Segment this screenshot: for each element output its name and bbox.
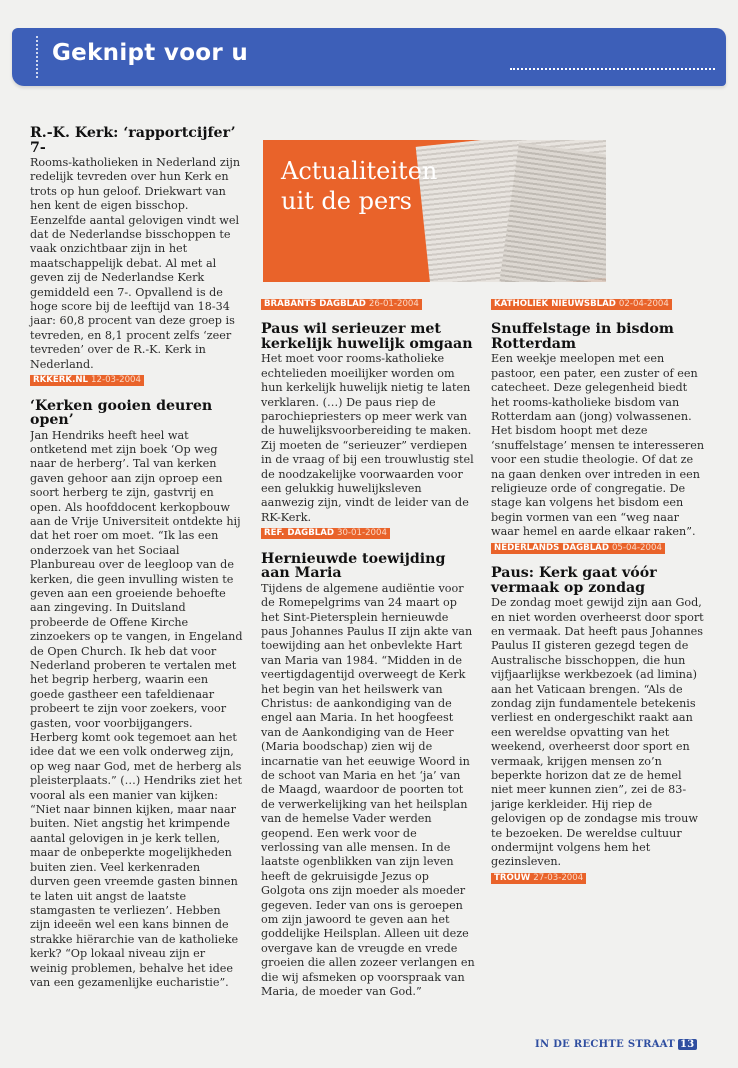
source-label — [261, 299, 422, 310]
column-1 — [30, 126, 243, 990]
page-footer — [535, 1039, 697, 1050]
article-title: R.-K. Kerk: ‘rapportcijfer’ 7- — [30, 125, 236, 156]
source-date: 05-04-2004 — [611, 542, 662, 553]
banner-dotted-rule — [510, 68, 715, 70]
article-zondag — [491, 566, 705, 884]
magazine-name: IN DE RECHTE STRAAT — [535, 1039, 676, 1050]
source-date: 30-01-2004 — [337, 528, 387, 539]
article-toewijding-maria — [261, 552, 476, 999]
source-label — [261, 528, 390, 539]
article-title: Snuffelstage in bisdom Rotterdam — [491, 321, 674, 352]
article-title: ‘Kerken gooien deuren open’ — [30, 397, 213, 428]
article-body: Het moet voor rooms-katholieke echtelieden moeilijker worden om hun kerkelijk huwelijk nietig te laten verklaren. (…) De paus riep de parochiepriesters op meer werk van de huwelijksvoorbereiding te maken. Zij moeten de “serieuzer” verdiepen in de vraag of bij een trouwlustig stel de noodzakelijke voorwaarden voor een gelukkig huwelijksleven aanwezig zijn, vindt de leider van de RK-Kerk. — [261, 352, 474, 524]
source-name: NEDERLANDS DAGBLAD — [494, 542, 609, 553]
source-name: BRABANTS DAGBLAD — [264, 299, 366, 309]
source-name: REF. DAGBLAD — [264, 528, 334, 539]
feature-title-line-2: uit de pers — [281, 187, 412, 215]
feature-title-line-1: Actualiteiten — [281, 157, 438, 185]
source-label — [491, 299, 672, 310]
article-body: Rooms-katholieken in Nederland zijn redelijk tevreden over hun Kerk en trots op hun geloof. Driekwart van hen kent de eigen bisschop. Eenzelfde aantal gelovigen vindt wel dat de Nederlandse bisschoppen te vaak onzichtbaar zijn in het maatschappelijk debat. Al met al geven zij de Nederlandse Kerk gemiddeld een 7-. Opvallend is de hoge score bij de leeftijd van 18-34 jaar: 60,8 procent van deze groep is tevreden, en 8,1 procent zelfs ‘zeer tevreden’ over de R.-K. Kerk in Nederland. — [30, 156, 241, 371]
source-name: RKKERK.NL — [33, 375, 89, 386]
source-label — [491, 873, 586, 884]
source-date: 12-03-2004 — [91, 375, 141, 386]
article-kerken-deuren-open — [30, 399, 243, 991]
article-body: De zondag moet gewijd zijn aan God, en niet worden overheerst door sport en vermaak. Dat heeft paus Johannes Paulus II gisteren gezegd tegen de Australische bisschoppen, die hun vijfjaarlijkse werkbezoek (ad limina) aan het Vaticaan brengen. “Als de zondag zijn fundamentele betekenis verliest en ondergeschikt raakt aan een wereldse opvatting van het weekend, overheerst door sport en vermaak, krijgen mensen zo’n beperkte horizon dat ze de hemel niet meer kunnen zien”, zei de 83-jarige kerkleider. Hij riep de gelovigen op de zondagse mis trouw te bezoeken. De wereldse cultuur ondermijnt volgens hem het gezinsleven. — [491, 596, 704, 869]
source-name: TROUW — [494, 872, 531, 883]
section-banner — [12, 28, 726, 86]
feature-image — [263, 140, 606, 282]
article-huwelijk — [261, 322, 476, 539]
article-title: Hernieuwde toewijding aan Maria — [261, 550, 446, 582]
source-label — [491, 543, 665, 554]
article-title: Paus: Kerk gaat vóór vermaak op zondag — [491, 565, 657, 596]
article-body: Jan Hendriks heeft heel wat ontketend met zijn boek ‘Op weg naar de herberg’. Tal van kerken gaven gehoor aan zijn oproep een soort herberg te zijn, gastvrij en open. Als hoofddocent kerkopbouw aan de Vrije Universiteit ontdekte hij dat het roer om moet. “Ik las een onderzoek van het Sociaal Planbureau over de leegloop van de kerken, die geen invulling wisten te geven aan een groeiende behoefte aan zingeving. In Duitsland probeerde de Offene Kirche zinzoekers op te vangen, in Engeland de Open Church. Ik heb dat voor Nederland proberen te vertalen met het begrip herberg, waarin een goede gastheer een tafeldienaar probeert te zijn voor zoekers, voor gasten, voor voorbijgangers. Herberg komt ook tegemoet aan het idee dat we een volk onderweg zijn, op weg naar God, met de herberg als pleisterplaats.” (…) Hendriks ziet het vooral als een manier van kijken: “Niet naar binnen kijken, maar naar buiten. Niet angstig het krimpende aantal gelovigen in je kerk tellen, maar de onbeperkte mogelijkheden buiten zien. Veel kerkenraden durven geen vreemde gasten binnen te laten uit angst de laatste stamgasten te verliezen’. Hebben zijn ideeën wel een kans binnen de strakke hiërarchie van de katholieke kerk? “Op lokaal niveau zijn er weinig problemen, behalve het idee van een gezamenlijke eucharistie”. — [30, 428, 243, 989]
article-title: Paus wil serieuzer met kerkelijk huwelijk omgaan — [261, 321, 473, 352]
source-label — [30, 375, 144, 386]
source-date: 26-01-2004 — [368, 299, 419, 309]
page-number: 13 — [680, 1039, 695, 1050]
source-date: 02-04-2004 — [618, 299, 669, 309]
article-body: Tijdens de algemene audiëntie voor de Romepelgrims van 24 maart op het Sint-Pietersplein hernieuwde paus Johannes Paulus II zijn akte van toewijding aan het onbevlekte Hart van Maria van 1984. “Midden in de veertigdagentijd overweegt de Kerk het begin van het heilswerk van Christus: de aankondiging van de engel aan Maria. In het hoogfeest van de Aankondiging van de Heer (Maria boodschap) zien wij de incarnatie van het eeuwige Woord in de schoot van Maria en het ‘ja’ van de Maagd, waardoor de poorten tot de verwerkelijking van het heilsplan van de hemelse Vader werden geopend. Een werk voor de verlossing van alle mensen. In de laatste ogenblikken van zijn leven heeft de gekruisigde Jezus op Golgota ons zijn moeder als moeder gegeven. Ieder van ons is geroepen om zijn jawoord te geven aan het goddelijke Heilsplan. Alleen uit deze overgave kan de vreugde en vrede groeien die allen zozeer verlangen en die wij afsmeken op voorspraak van Maria, de moeder van God.” — [261, 581, 475, 999]
column-3 — [491, 296, 705, 884]
feature-image-title — [281, 156, 437, 216]
source-date: 27-03-2004 — [533, 872, 584, 883]
section-title: Geknipt voor u — [52, 40, 249, 66]
article-snuffelstage — [491, 322, 705, 554]
column-2 — [261, 296, 476, 999]
article-body: Een weekje meelopen met een pastoor, een pater, een zuster of een catecheet. Deze gelegenheid biedt het rooms-katholieke bisdom van Rotterdam aan (jong) volwassenen. Het bisdom hoopt met deze ‘snuffelstage’ mensen te interesseren voor een studie theologie. Of dat ze na gaan denken over intreden in een religieuze orde of congregatie. De stage kan volgens het bisdom een begin vormen van een “weg naar waar hemel en aarde elkaar raken”. — [491, 352, 705, 539]
source-name: KATHOLIEK NIEUWSBLAD — [494, 299, 616, 309]
article-rapportcijfer — [30, 126, 243, 387]
banner-decoration-dots — [36, 36, 38, 78]
